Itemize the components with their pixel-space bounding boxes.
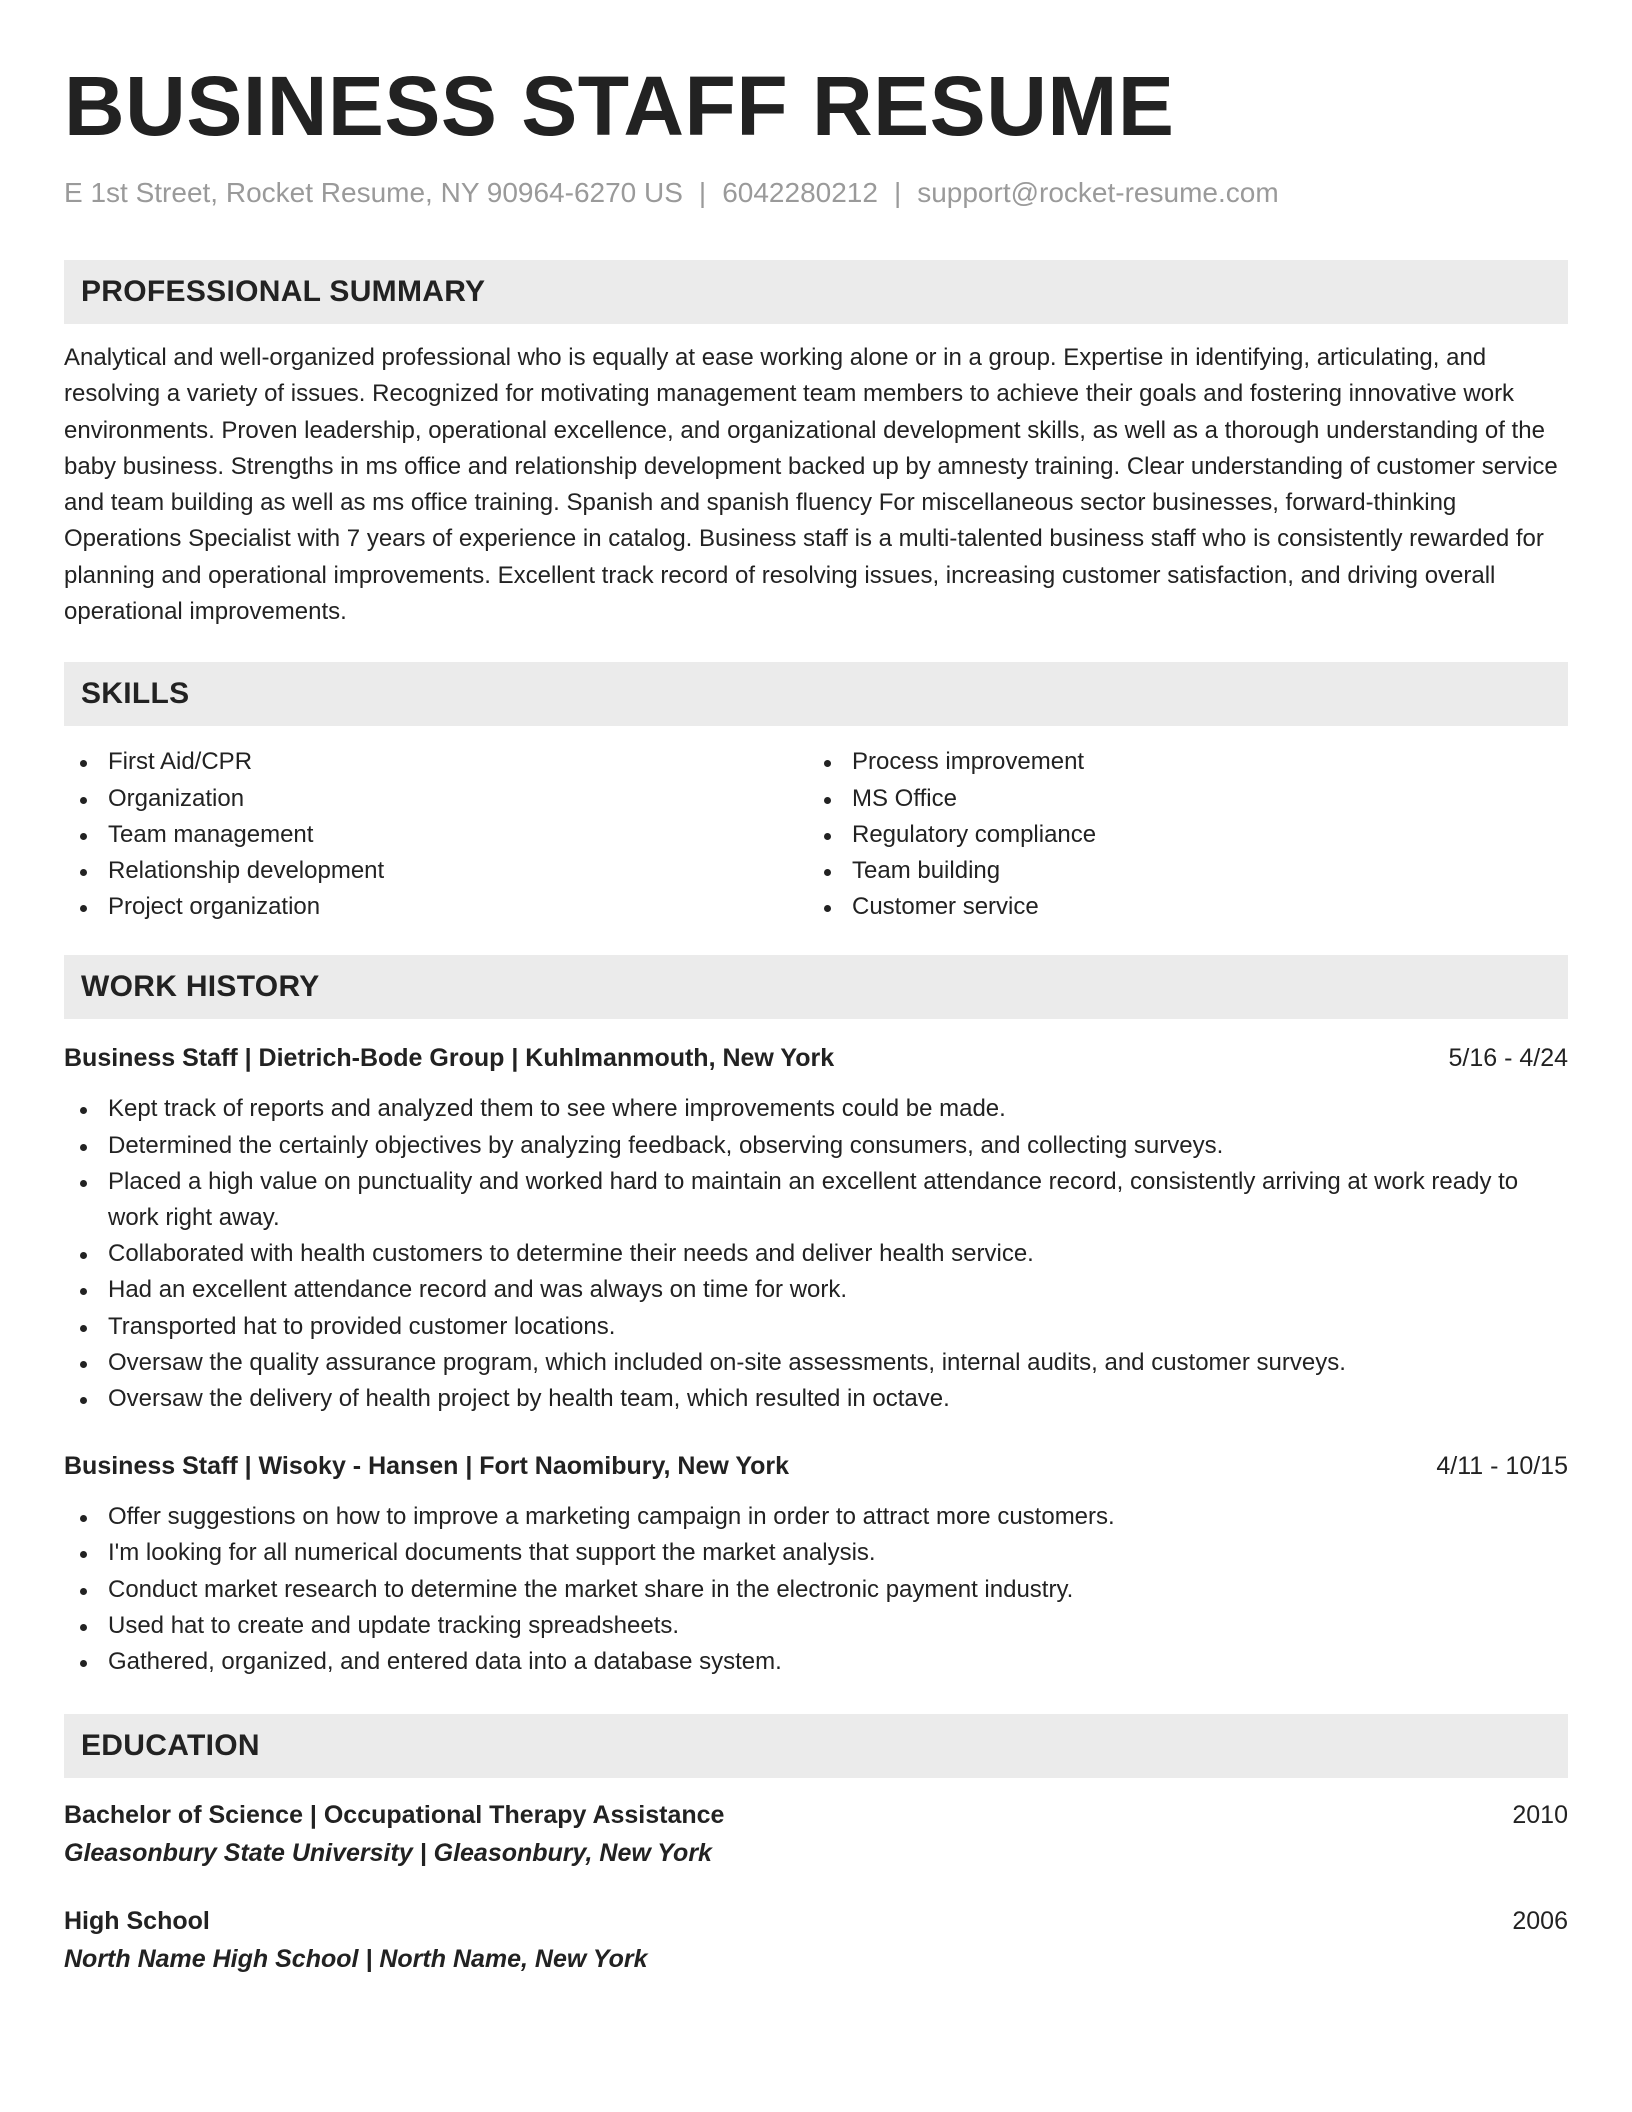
job-bullet: Kept track of reports and analyzed them to see where improvements could be made. [64,1091,1568,1127]
contact-address: E 1st Street, Rocket Resume, NY 90964-6270 US [64,177,683,208]
education-school: North Name High School | North Name, New York [64,1945,648,1974]
job-header [64,1449,1568,1483]
job-title: Business Staff | Dietrich-Bode Group | Kuhlmanmouth, New York [64,1044,835,1073]
summary-text: Analytical and well-organized professional who is equally at ease working alone or in a group. Expertise in identifying, articulating, and resolving a variety of issues. Recognized for motivating management team members to achieve their goals and fostering innovative work environments. Proven leadership, operational excellence, and organizational development skills, as well as a thorough understanding of the baby business. Strengths in ms office and relationship development backed up by amnesty training. Clear understanding of customer service and team building as well as ms office training. Spanish and spanish fluency For miscellaneous sector businesses, forward-thinking Operations Specialist with 7 years of experience in catalog. Business staff is a multi-talented business staff who is consistently rewarded for planning and operational improvements. Excellent track record of resolving issues, increasing customer satisfaction, and driving overall operational improvements. [64,344,1558,626]
contact-separator: | [893,177,902,208]
skill-item: MS Office [808,781,1568,817]
education-entry-header [64,1798,1568,1832]
job-bullet: I'm looking for all numerical documents that support the market analysis. [64,1535,1568,1571]
education-entry-header [64,1904,1568,1938]
skill-item: Team management [64,817,808,853]
job-bullet-list [64,1499,1568,1680]
skill-item: Customer service [808,889,1568,925]
job-bullet: Collaborated with health customers to determine their needs and deliver health service. [64,1236,1568,1272]
job-bullet: Offer suggestions on how to improve a marketing campaign in order to attract more customers. [64,1499,1568,1535]
job-header [64,1041,1568,1075]
skill-item: Process improvement [808,744,1568,780]
skill-item: Project organization [64,889,808,925]
summary-section-header [64,260,1568,324]
resume-title: BUSINESS STAFF RESUME [64,59,1175,153]
skills-section-header [64,662,1568,726]
job-bullet: Transported hat to provided customer locations. [64,1309,1568,1345]
contact-phone: 6042280212 [722,177,878,208]
skills-grid [64,744,1568,925]
job-bullet: Conduct market research to determine the market share in the electronic payment industry. [64,1572,1568,1608]
contact-line [64,176,1568,210]
contact-separator: | [698,177,707,208]
job-bullet: Placed a high value on punctuality and worked hard to maintain an excellent attendance record, consistently arriving at work ready to work right away. [64,1164,1568,1236]
education-school: Gleasonbury State University | Gleasonbury, New York [64,1839,712,1868]
job-bullet: Had an excellent attendance record and was always on time for work. [64,1272,1568,1308]
job-bullet: Oversaw the delivery of health project by health team, which resulted in octave. [64,1381,1568,1417]
skills-list-left [64,744,808,925]
skill-item: Relationship development [64,853,808,889]
skills-list-right [808,744,1568,925]
job-dates: 4/11 - 10/15 [1436,1452,1568,1481]
job-bullet: Used hat to create and update tracking spreadsheets. [64,1608,1568,1644]
contact-email: support@rocket-resume.com [917,177,1279,208]
skills-heading: SKILLS [81,677,190,711]
education-year: 2010 [1512,1801,1568,1830]
summary-heading: PROFESSIONAL SUMMARY [81,275,486,308]
job-bullet: Gathered, organized, and entered data into a database system. [64,1644,1568,1680]
work-section-header [64,955,1568,1019]
education-heading: EDUCATION [81,1729,260,1763]
education-year: 2006 [1512,1907,1568,1936]
education-degree: High School [64,1907,210,1936]
skill-item: Regulatory compliance [808,817,1568,853]
skill-item: Team building [808,853,1568,889]
job-bullet-list [64,1091,1568,1417]
job-bullet: Oversaw the quality assurance program, which included on-site assessments, internal audits, and customer surveys. [64,1345,1568,1381]
job-dates: 5/16 - 4/24 [1448,1044,1568,1073]
education-section-header [64,1714,1568,1778]
job-title: Business Staff | Wisoky - Hansen | Fort Naomibury, New York [64,1452,790,1481]
skill-item: Organization [64,781,808,817]
education-degree: Bachelor of Science | Occupational Therapy Assistance [64,1801,725,1830]
job-bullet: Determined the certainly objectives by analyzing feedback, observing consumers, and collecting surveys. [64,1128,1568,1164]
work-heading: WORK HISTORY [81,970,320,1004]
skill-item: First Aid/CPR [64,744,808,780]
